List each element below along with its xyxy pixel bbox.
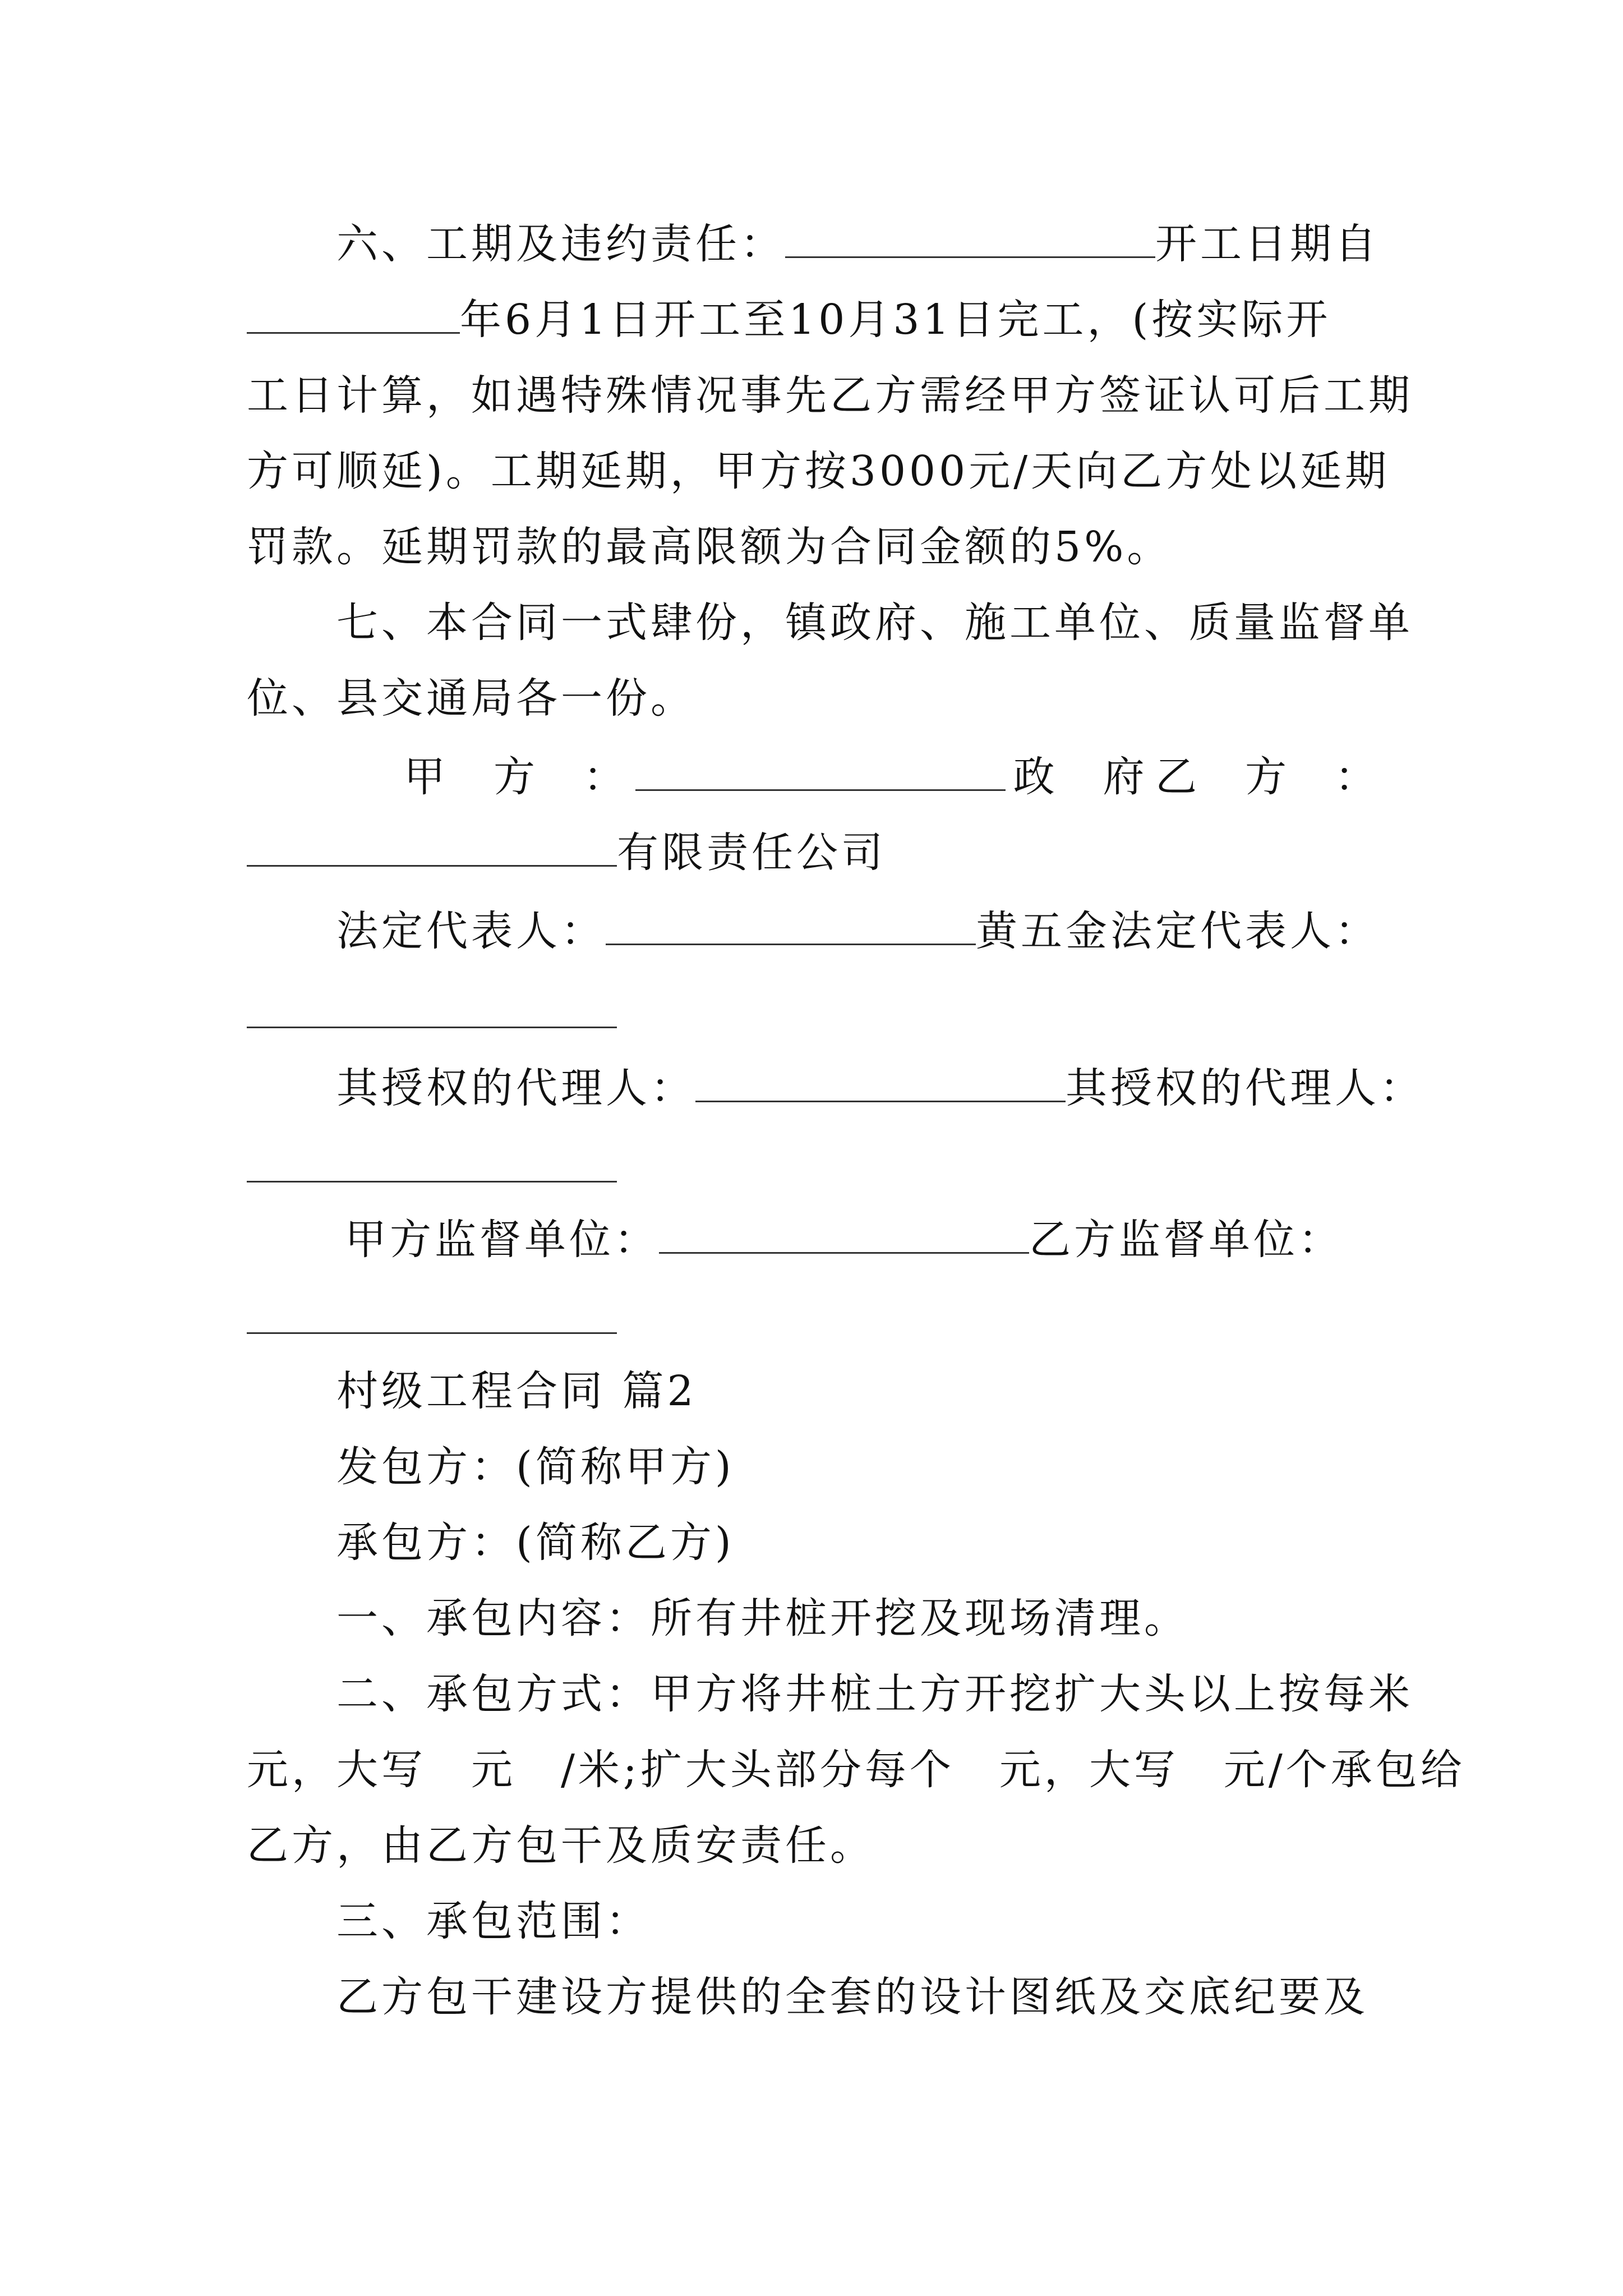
blank-rule [247,1027,617,1028]
agent-line [336,1060,1424,1116]
supervise-line [345,1212,1388,1268]
blank-field [659,1218,1029,1254]
section-6-line-5: 罚款。延期罚款的最高限额为合同金额的5%。 [247,523,1172,571]
legal-rep-line [336,903,1380,959]
blank-field [606,910,976,945]
section-7-line-1: 七、本合同一式肆份，镇政府、施工单位、质量监督单 [336,599,1413,647]
item-3-line-1: 乙方包干建设方提供的全套的设计图纸及交底纪要及 [336,1973,1368,2021]
blank-field [695,1067,1066,1102]
section-7-line-2: 位、县交通局各一份。 [247,674,695,723]
blank-year [247,298,460,334]
item-1: 一、承包内容：所有井桩开挖及现场清理。 [336,1594,1189,1642]
section-6-line-3: 工日计算，如遇特殊情况事先乙方需经甲方签证认可后工期 [247,371,1413,420]
section-6-heading: 六、工期及违约责任： [336,220,785,268]
agent-label-a: 其授权的代理人： [336,1064,695,1112]
government-label: 政 府 [1013,753,1148,801]
contract-2-title: 村级工程合同 篇2 [336,1367,697,1415]
supervise-label-a: 甲方监督单位： [345,1216,659,1264]
blank-rule [247,1181,617,1182]
blank-field [635,756,1006,791]
company-line [247,825,1380,881]
party-a-label: 甲 方 ： [404,753,628,801]
item-3: 三、承包范围： [336,1897,651,1945]
contractor-line: 承包方：(简称乙方) [336,1519,735,1567]
section-6-line-1 [336,216,1380,272]
section-6-line-2 [247,292,1380,348]
start-date-label: 开工日期自 [1155,220,1380,268]
party-b-label: 乙 方 ： [1155,753,1380,801]
item-2-line-3: 乙方，由乙方包干及质安责任。 [247,1821,875,1870]
agent-label-b: 其授权的代理人： [1066,1064,1424,1112]
employer-line: 发包方：(简称甲方) [336,1443,735,1491]
company-label: 有限责任公司 [617,829,886,877]
blank-rule [247,1332,617,1334]
parties-line [404,749,1380,805]
legal-rep-label-b: 黄五金法定代表人： [976,907,1380,955]
section-6-text: 年6月1日开工至10月31日完工，(按实际开 [460,296,1331,344]
supervise-label-b: 乙方监督单位： [1029,1216,1343,1264]
item-2-line-1: 二、承包方式：甲方将井桩土方开挖扩大头以上按每米 [336,1670,1413,1718]
item-2-line-2: 元，大写 元 /米;扩大头部分每个 元，大写 元/个承包给 [247,1746,1465,1794]
legal-rep-label-a: 法定代表人： [336,907,606,955]
section-6-line-4: 方可顺延)。工期延期，甲方按3000元/天向乙方处以延期 [247,447,1390,495]
blank-field [247,831,617,867]
blank-field [785,223,1155,258]
